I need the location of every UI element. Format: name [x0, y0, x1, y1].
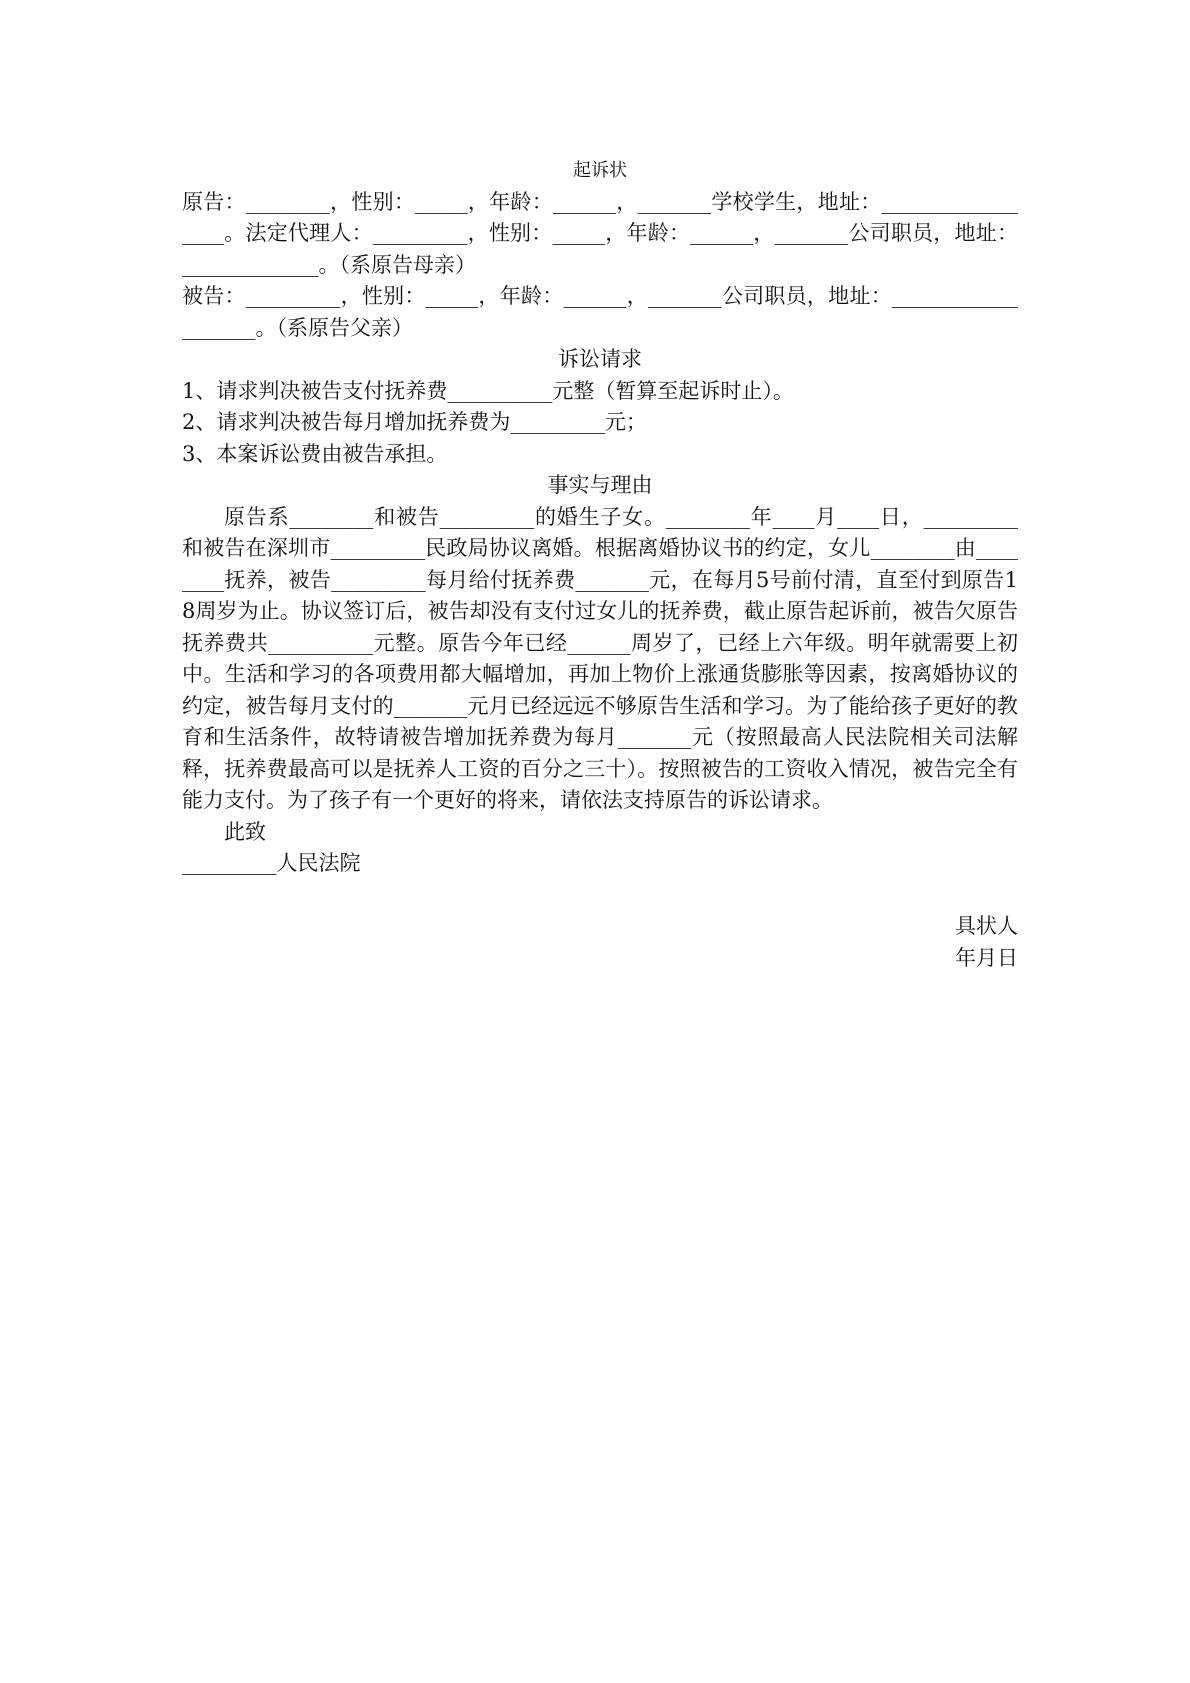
claim-item: 1、请求判决被告支付抚养费__________元整（暂算至起诉时止）。 [182, 378, 794, 403]
claim-item: 2、请求判决被告每月增加抚养费为_________元； [182, 410, 647, 434]
closing-salutation: 此致 [224, 819, 266, 844]
signature-block [182, 911, 1018, 974]
facts-heading: 事实与理由 [547, 473, 653, 497]
court-name: _________人民法院 [182, 851, 361, 875]
claims-heading: 诉讼请求 [558, 347, 642, 371]
signature-date: 年月日 [955, 945, 1018, 970]
signer-label: 具状人 [955, 914, 1018, 938]
plaintiff-info: 原告：________，性别：_____，年龄：______，_______学校学生，地址：_________________。法定代理人：_________，性别：_____，年龄：______，_______公司职员，地址：_____________。（系原告母亲） [182, 189, 1018, 277]
defendant-info: 被告：_________，性别：_____，年龄：______，_______公司职员，地址：___________________。（系原告父亲） [182, 284, 1018, 340]
document-title: 起诉状 [573, 160, 627, 181]
facts-body: 原告系________和被告_________的婚生子女。________年____月____日，_________和被告在深圳市_________民政局协议离婚。根据离婚协议书的约定，女儿________由________抚养，被告_________每月给付抚养费_______元，在每月5号前付清，直至付到原告18周岁为止。协议签订后，被告却没有支付过女儿的抚养费，截止原告起诉前，被告欠原告抚养费共__________元整。原告今年已经______周岁了，已经上六年级。明年就需要上初中。生活和学习的各项费用都大幅增加，再加上物价上涨通货膨胀等因素，按离婚协议的约定，被告每月支付的_______元月已经远远不够原告生活和学习。为了能给孩子更好的教育和生活条件，故特请被告增加抚养费为每月_______元（按照最高人民法院相关司法解释，抚养费最高可以是抚养人工资的百分之三十）。按照被告的工资收入情况，被告完全有能力支付。为了孩子有一个更好的将来，请依法支持原告的诉讼请求。 [182, 504, 1018, 812]
document-page [182, 155, 1018, 974]
claim-item: 3、本案诉讼费由被告承担。 [182, 441, 448, 466]
